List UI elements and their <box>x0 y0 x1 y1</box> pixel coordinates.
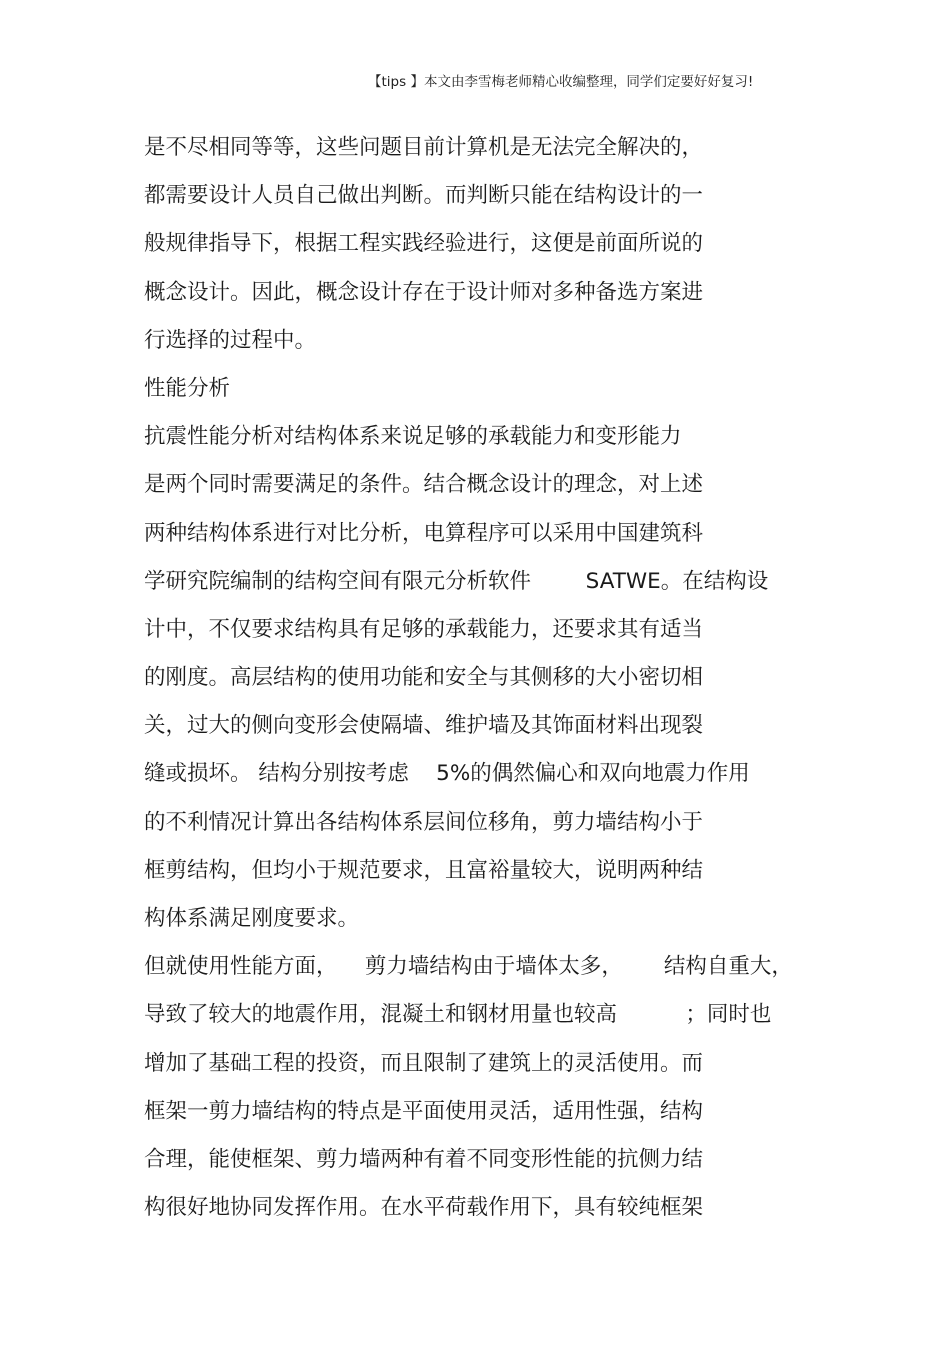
paragraph-line: 关，过大的侧向变形会使隔墙、维护墙及其饰面材料出现裂 <box>144 713 704 739</box>
paragraph-line: 计中，不仅要求结构具有足够的承载能力，还要求其有适当 <box>144 616 704 642</box>
document-body <box>144 124 804 1232</box>
paragraph-line: 都需要设计人员自己做出判断。而判断只能在结构设计的一 <box>144 183 704 209</box>
paragraph-line: 框剪结构，但均小于规范要求，且富裕量较大，说明两种结 <box>144 857 704 883</box>
paragraph-line: 抗震性能分析对结构体系来说足够的承载能力和变形能力 <box>144 424 682 450</box>
paragraph-line: 学研究院编制的结构空间有限元分析软件 SATWE。在结构设 <box>144 568 769 594</box>
paragraph-line: 合理，能使框架、剪力墙两种有着不同变形性能的抗侧力结 <box>144 1146 704 1172</box>
paragraph-line: 缝或损坏。 结构分别按考虑 5%的偶然偏心和双向地震力作用 <box>144 761 750 787</box>
paragraph-line: 的不利情况计算出各结构体系层间位移角，剪力墙结构小于 <box>144 809 704 835</box>
paragraph-line: 构体系满足刚度要求。 <box>144 906 360 931</box>
paragraph-line: 是不尽相同等等，这些问题目前计算机是无法完全解决的， <box>144 135 704 160</box>
paragraph-line: 行选择的过程中。 <box>144 327 317 353</box>
paragraph-line: 是两个同时需要满足的条件。结合概念设计的理念，对上述 <box>144 472 704 498</box>
header-tips-note: 【tips 】本文由李雪梅老师精心收编整理，同学们定要好好复习! <box>368 74 754 90</box>
paragraph-line: 构很好地协同发挥作用。在水平荷载作用下，具有较纯框架 <box>144 1195 704 1221</box>
paragraph-line: 导致了较大的地震作用，混凝土和钢材用量也较高 ；同时也 <box>144 1002 772 1028</box>
paragraph-line: 的刚度。高层结构的使用功能和安全与其侧移的大小密切相 <box>144 665 704 691</box>
paragraph-line: 框架一剪力墙结构的特点是平面使用灵活，适用性强，结构 <box>144 1098 704 1124</box>
paragraph-line: 概念设计。因此，概念设计存在于设计师对多种备选方案进 <box>144 279 704 305</box>
paragraph-line: 两种结构体系进行对比分析，电算程序可以采用中国建筑科 <box>144 520 704 546</box>
paragraph-line: 般规律指导下，根据工程实践经验进行，这便是前面所说的 <box>144 231 704 257</box>
paragraph-line: 但就使用性能方面， 剪力墙结构由于墙体太多， 结构自重大， <box>144 954 793 980</box>
section-heading: 性能分析 <box>144 375 231 401</box>
paragraph-line: 增加了基础工程的投资，而且限制了建筑上的灵活使用。而 <box>144 1050 704 1076</box>
